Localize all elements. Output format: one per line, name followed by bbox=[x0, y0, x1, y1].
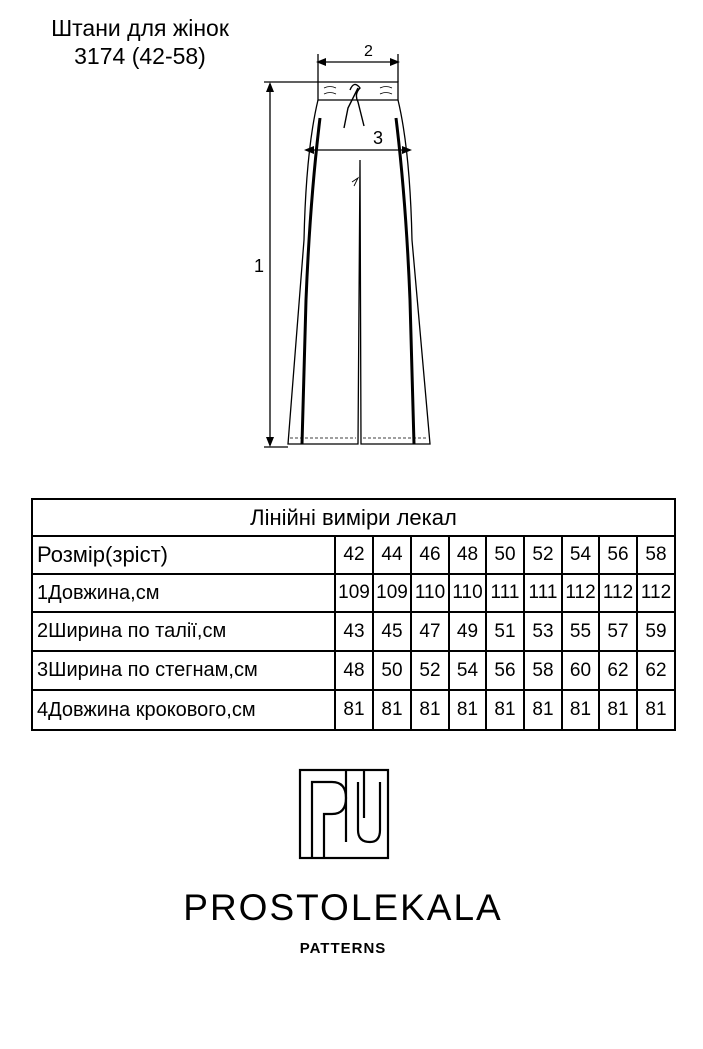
value-cell: 81 bbox=[645, 699, 667, 720]
value-cell: 55 bbox=[563, 613, 600, 650]
value-cell: 112 bbox=[600, 575, 638, 611]
value-cell: 56 bbox=[487, 652, 525, 689]
size-cell: 52 bbox=[525, 537, 563, 573]
row-label: 1Довжина,см bbox=[33, 575, 336, 611]
size-cell: 54 bbox=[563, 537, 600, 573]
table-header-row bbox=[33, 537, 674, 573]
value-cell: 51 bbox=[487, 613, 525, 650]
table-row bbox=[33, 575, 674, 611]
title-line-1: Штани для жінок bbox=[51, 15, 229, 41]
value-cell: 59 bbox=[645, 620, 667, 642]
size-cell: 44 bbox=[374, 537, 412, 573]
size-cell: 48 bbox=[450, 537, 487, 573]
value-cell: 81 bbox=[412, 691, 450, 729]
document-title bbox=[20, 14, 260, 70]
row-label: 2Ширина по талії,см bbox=[33, 613, 336, 650]
value-cell: 112 bbox=[563, 575, 600, 611]
label-1: 1 bbox=[254, 256, 265, 276]
prostolekala-logo-icon bbox=[298, 768, 390, 860]
table-row bbox=[33, 652, 674, 689]
trousers-technical-drawing bbox=[240, 40, 440, 460]
value-cell: 81 bbox=[525, 691, 563, 729]
measurements-table bbox=[31, 498, 676, 731]
value-cell: 81 bbox=[450, 691, 487, 729]
value-cell: 111 bbox=[525, 575, 563, 611]
table-row bbox=[33, 691, 674, 729]
value-cell: 45 bbox=[374, 613, 412, 650]
value-cell: 81 bbox=[336, 691, 374, 729]
value-cell: 109 bbox=[336, 575, 374, 611]
value-cell: 81 bbox=[563, 691, 600, 729]
row-label: 4Довжина крокового,см bbox=[33, 691, 336, 729]
brand-subtitle: PATTERNS bbox=[299, 940, 387, 957]
value-cell: 111 bbox=[487, 575, 525, 611]
value-cell: 50 bbox=[374, 652, 412, 689]
value-cell: 109 bbox=[374, 575, 412, 611]
value-cell: 49 bbox=[450, 613, 487, 650]
table-title: Лінійні виміри лекал bbox=[33, 500, 674, 537]
value-cell: 60 bbox=[563, 652, 600, 689]
value-cell: 57 bbox=[600, 613, 638, 650]
value-cell: 81 bbox=[374, 691, 412, 729]
value-cell: 110 bbox=[412, 575, 450, 611]
header-label: Розмір(зріст) bbox=[33, 537, 336, 573]
value-cell: 43 bbox=[336, 613, 374, 650]
table-row bbox=[33, 613, 674, 650]
brand-name: PROSTOLEKALA bbox=[183, 887, 503, 928]
value-cell: 110 bbox=[450, 575, 487, 611]
size-cell: 56 bbox=[600, 537, 638, 573]
value-cell: 81 bbox=[487, 691, 525, 729]
size-cell: 42 bbox=[336, 537, 374, 573]
size-cell: 58 bbox=[645, 544, 667, 565]
size-cell: 50 bbox=[487, 537, 525, 573]
value-cell: 52 bbox=[412, 652, 450, 689]
label-2: 2 bbox=[364, 43, 373, 60]
value-cell: 58 bbox=[525, 652, 563, 689]
value-cell: 53 bbox=[525, 613, 563, 650]
value-cell: 112 bbox=[640, 582, 672, 603]
value-cell: 62 bbox=[645, 659, 667, 681]
row-label: 3Ширина по стегнам,см bbox=[33, 652, 336, 689]
value-cell: 81 bbox=[600, 691, 638, 729]
value-cell: 62 bbox=[600, 652, 638, 689]
label-3: 3 bbox=[373, 128, 384, 148]
value-cell: 47 bbox=[412, 613, 450, 650]
size-cell: 46 bbox=[412, 537, 450, 573]
title-line-2: 3174 (42-58) bbox=[74, 43, 206, 69]
value-cell: 54 bbox=[450, 652, 487, 689]
value-cell: 48 bbox=[336, 652, 374, 689]
